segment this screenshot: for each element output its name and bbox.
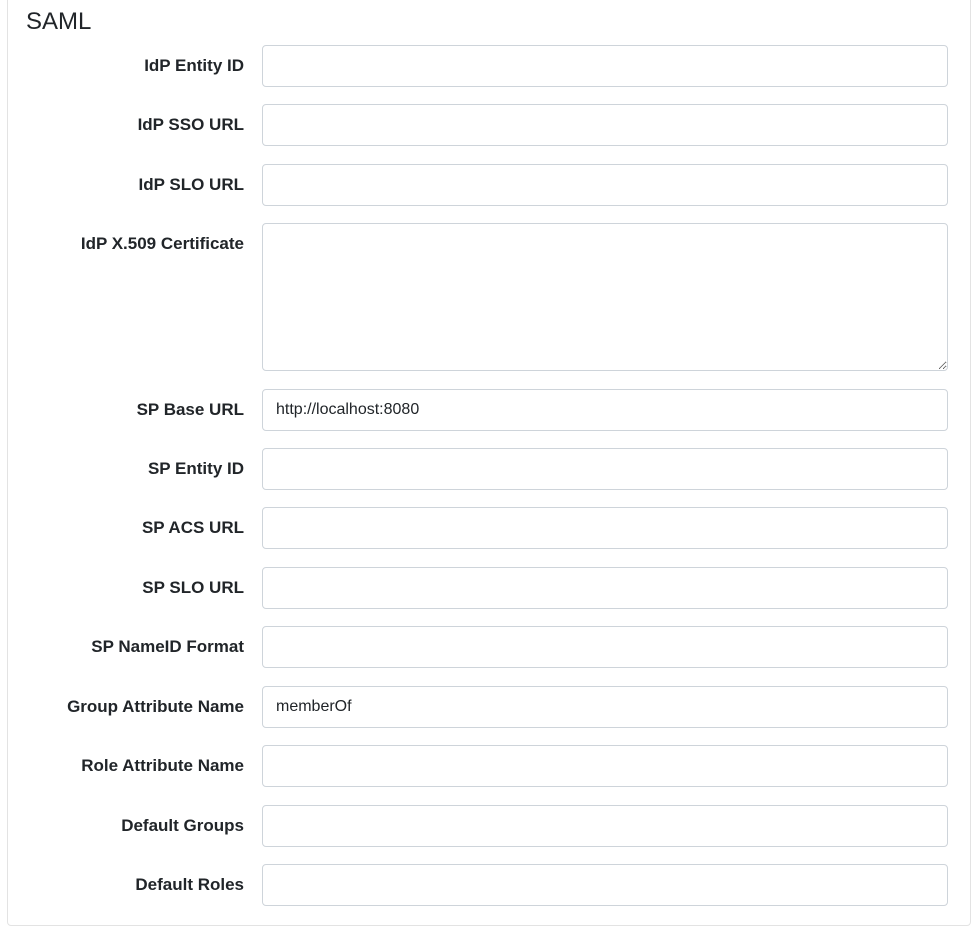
sp-entity-id-label: SP Entity ID [147,459,244,478]
idp-slo-url-input[interactable] [262,164,948,206]
role-attribute-name-label: Role Attribute Name [81,756,244,775]
sp-acs-url-input[interactable] [262,507,948,549]
sp-nameid-format-label: SP NameID Format [91,637,244,656]
default-roles-label: Default Roles [135,875,244,894]
sp-base-url-input[interactable] [262,389,948,431]
idp-x509-certificate-textarea[interactable] [262,223,948,371]
idp-sso-url-label: IdP SSO URL [137,115,244,134]
sp-acs-url-label: SP ACS URL [141,518,244,537]
sp-slo-url-input[interactable] [262,567,948,609]
sp-entity-id-input[interactable] [262,448,948,490]
idp-sso-url-input[interactable] [262,104,948,146]
idp-x509-certificate-label: IdP X.509 Certificate [80,234,244,253]
role-attribute-name-input[interactable] [262,745,948,787]
sp-base-url-label: SP Base URL [136,400,244,419]
sp-nameid-format-input[interactable] [262,626,948,668]
group-attribute-name-label: Group Attribute Name [67,697,244,716]
default-roles-input[interactable] [262,864,948,906]
idp-entity-id-label: IdP Entity ID [144,56,244,75]
idp-entity-id-input[interactable] [262,45,948,87]
default-groups-input[interactable] [262,805,948,847]
idp-slo-url-label: IdP SLO URL [138,175,244,194]
sp-slo-url-label: SP SLO URL [142,578,244,597]
section-title: SAML [26,8,92,35]
default-groups-label: Default Groups [121,816,244,835]
group-attribute-name-input[interactable] [262,686,948,728]
